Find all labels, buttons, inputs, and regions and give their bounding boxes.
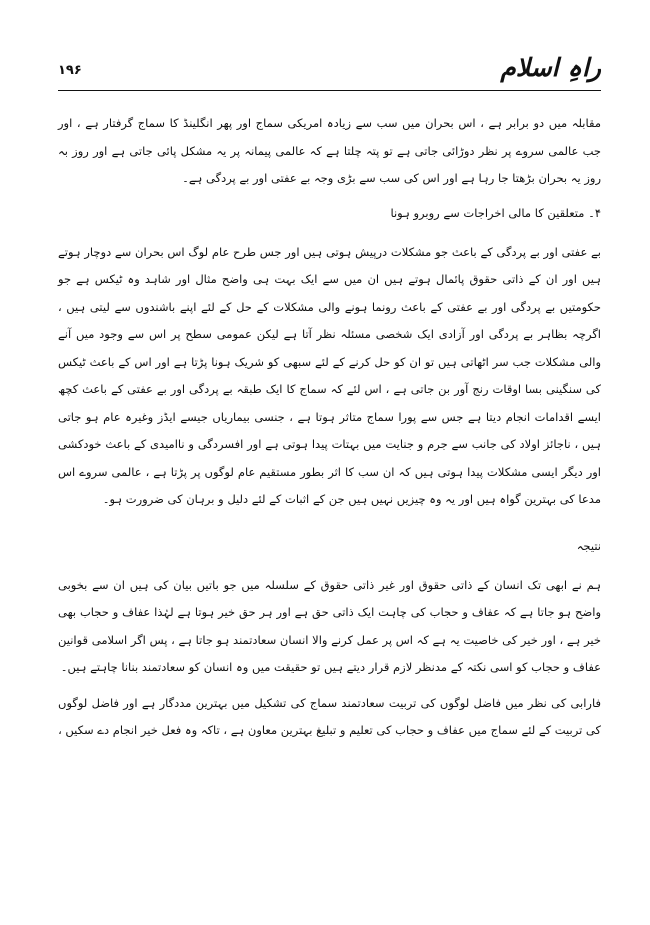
section-heading-4: ۴۔ متعلقین کا مالی اخراجات سے روبرو ہونا — [390, 205, 601, 220]
page-header — [58, 52, 601, 92]
header-divider — [58, 90, 601, 91]
paragraph-continuation: مقابلہ میں دو برابر ہے ، اس بحران میں سب سے زیادہ امریکی سماج اور پھر انگلینڈ کا سماج گرفتار ہے ، اور جب عالمی سروے پر نظر دوڑائی جاتی ہے تو پتہ چلتا ہے کہ عالمی پیمانہ پر یہ مشکل پائی جاتی ہے اور روز بہ روز یہ بحران بڑھتا جا رہا ہے اور اس کی سب سے بڑی وجہ بے عفتی اور بے پردگی ہے۔ — [58, 116, 601, 185]
paragraph-farabi: فارابی کی نظر میں فاضل لوگوں کی تربیت سعادتمند سماج کی تشکیل میں بہترین مددگار ہے اور فاضل لوگوں کی تربیت کے لئے سماج میں عفاف و حجاب کی تعلیم و تبلیغ بہترین معاون ہے ، تاکہ وہ فعل خیر انجام دے سکیں ، — [58, 695, 601, 737]
paragraph-tax-burden: بے عفتی اور بے پردگی کے باعث جو مشکلات درپیش ہوتی ہیں اور جس طرح عام لوگ اس بحران سے دوچار ہوتے ہیں اور ان کے ذاتی حقوق پائمال ہوتے ہیں ان میں سے ایک بہت ہی واضح مثال اور شاہد وہ ٹیکس ہے جو حکومتیں بے پردگی اور بے عفتی کے باعث رونما ہونے والی مشکلات کے حل کے لئے اپنے باشندوں سے لیتی ہیں ، اگرچہ بظاہر بے پردگی اور آزادی ایک شخصی مسئلہ نظر آتا ہے لیکن عمومی سطح پر اس سے وجود میں آنے والی مشکلات جب سر اٹھاتی ہیں تو ان کو حل کرنے کے لئے سبھی کو شریک ہونا پڑتا ہے اور اس کے باعث ٹیکس کی سنگینی بسا اوقات رنج آور بن جاتی ہے ، اس لئے کہ سماج کا ایک طبقہ بے پردگی اور بے عفتی کے باعث کچھ ایسے اقدامات انجام دیتا ہے جس سے پورا سماج متاثر ہوتا ہے ، جنسی بیماریاں جیسے ایڈز وغیرہ عام ہو جاتی ہیں ، ناجائز اولاد کی جانب سے جرم و جنایت میں بہتات پیدا ہوتی ہے اور افسردگی و ناامیدی کے باعث خودکشی اور دیگر ایسی مشکلات پیدا ہوتی ہیں کہ ان سب کا اثر بطور مستقیم عام لوگوں پر پڑتا ہے ، عالمی سروے اس مدعا کی بہترین گواہ ہیں اور یہ وہ چیزیں نہیں ہیں جن کے اثبات کے لئے دلیل و برہان کی ضرورت ہو۔ — [58, 244, 601, 506]
section-heading-result: نتیجہ — [576, 538, 601, 553]
document-body — [58, 110, 601, 745]
paragraph-conclusion: ہم نے ابھی تک انسان کے ذاتی حقوق اور غیر ذاتی حقوق کے سلسلہ میں جو باتیں بیان کی ہیں ان سے بخوبی واضح ہو جاتا ہے کہ عفاف و حجاب کی چاہت ایک ذاتی حق ہے اور ہر حق خیر ہوتا ہے لہٰذا عفاف و حجاب بھی خیر ہے ، اور خیر کی خاصیت یہ ہے کہ اس پر عمل کرنے والا انسان سعادتمند ہو جاتا ہے ، پس اگر اسلامی قوانین عفاف و حجاب کو اسی نکتہ کے مدنظر لازم قرار دیتے ہیں تو حقیقت میں وہ انسان کو سعادتمند بنانا چاہتے ہیں۔ — [58, 577, 601, 674]
journal-title: راہِ اسلام — [500, 53, 601, 82]
page-number: ۱۹۶ — [58, 63, 82, 78]
